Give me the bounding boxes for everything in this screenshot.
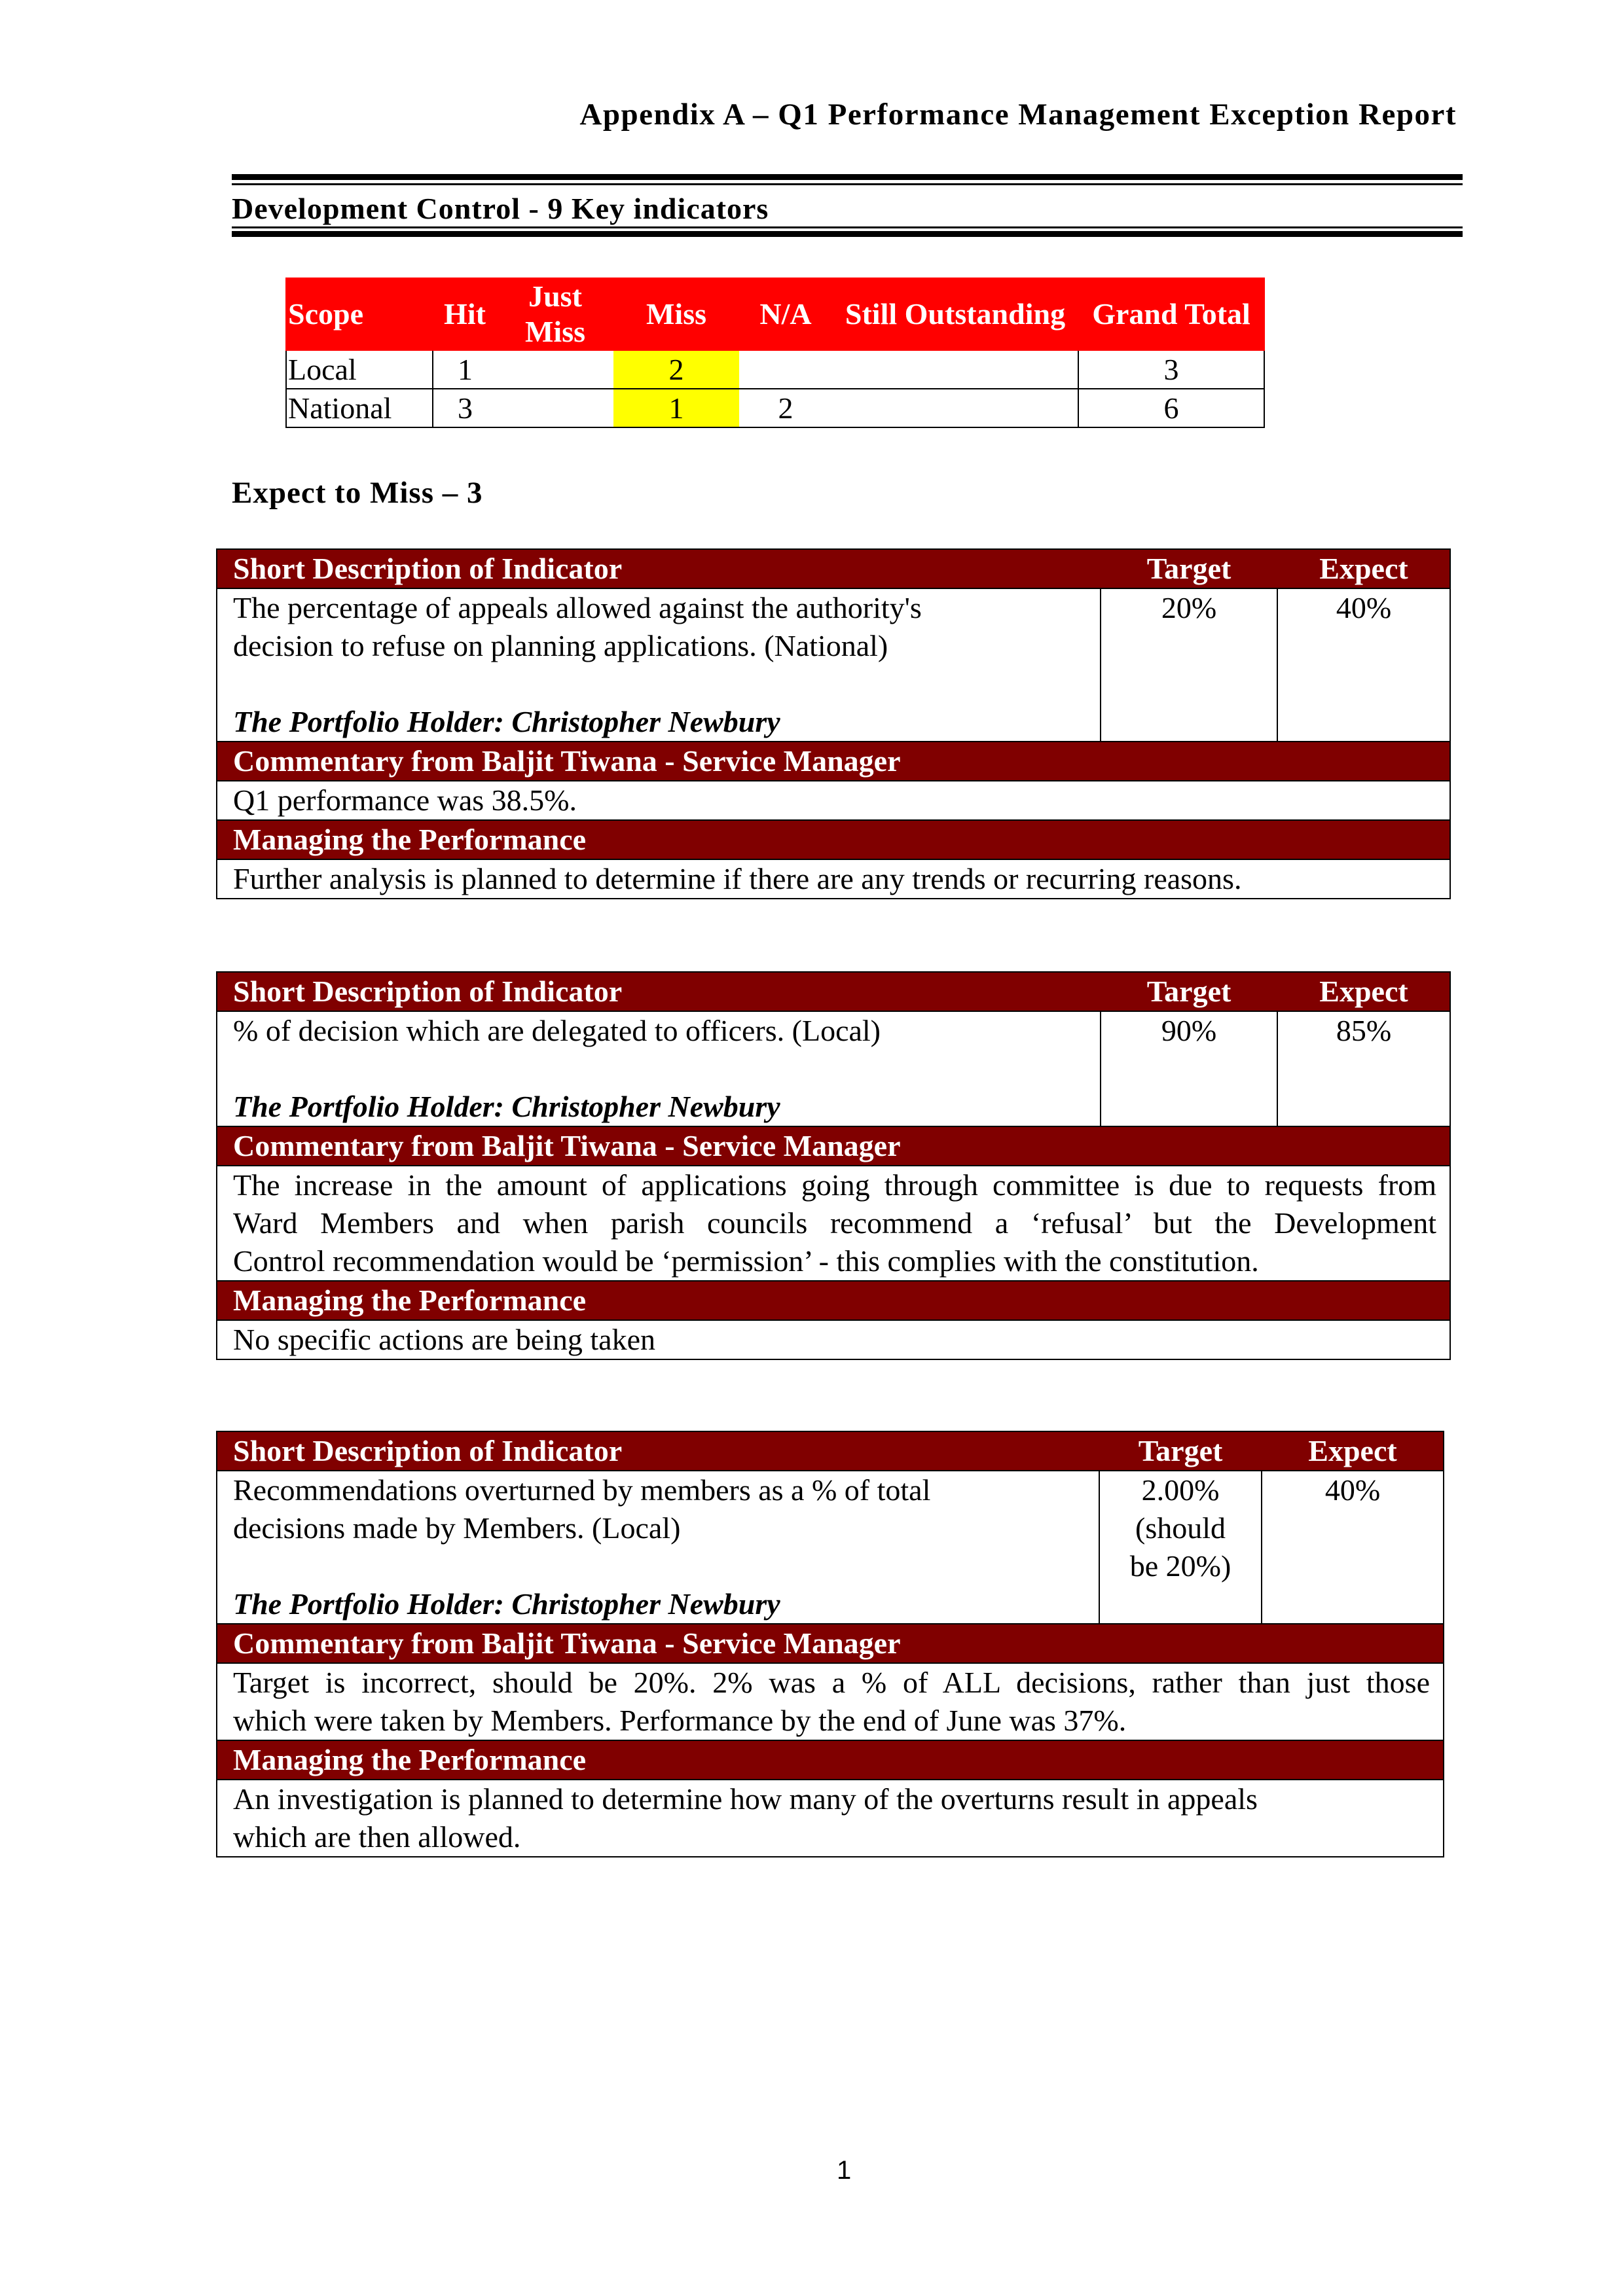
description-line: The percentage of appeals allowed against the authority's (233, 591, 922, 624)
expect-value: 85% (1277, 1012, 1450, 1126)
description-header: Short Description of Indicator (233, 552, 623, 585)
miss-cell: 2 (613, 350, 739, 389)
scope-cell: National (286, 389, 433, 427)
managing-text (217, 1321, 1450, 1359)
hit-cell: 3 (433, 389, 497, 427)
col-header: Scope (286, 278, 433, 350)
page-heading: Appendix A – Q1 Performance Management Exception Report (579, 98, 1457, 132)
description-line: Recommendations overturned by members as a % of total (233, 1473, 931, 1507)
summary-table (285, 278, 1265, 428)
description-header: Short Description of Indicator (233, 975, 623, 1008)
commentary-text (217, 781, 1450, 821)
expect-header: Expect (1261, 1432, 1443, 1470)
description-header: Short Description of Indicator (233, 1434, 623, 1467)
commentary-text (217, 1664, 1443, 1741)
commentary-line: Target is incorrect, should be 20%. 2% was a % of ALL decisions, rather than just those (233, 1666, 1430, 1699)
commentary-line: Ward Members and when parish councils recommend a ‘refusal’ but the Development (233, 1206, 1436, 1240)
commentary-line: The increase in the amount of applications going through committee is due to requests from (233, 1168, 1436, 1202)
target-line: 20% (1161, 591, 1217, 624)
indicator-table (216, 971, 1451, 1360)
target-value (1099, 1471, 1261, 1623)
portfolio-holder: The Portfolio Holder: Christopher Newbury (233, 1587, 780, 1621)
grand-total-cell: 6 (1078, 389, 1264, 427)
managing-text (217, 1780, 1443, 1856)
target-header: Target (1100, 973, 1277, 1011)
summary-header-row (286, 278, 1264, 350)
expect-header: Expect (1277, 973, 1450, 1011)
commentary-header: Commentary from Baljit Tiwana - Service Manager (217, 1127, 1450, 1166)
commentary-header: Commentary from Baljit Tiwana - Service Manager (217, 742, 1450, 781)
na-cell: 2 (739, 389, 832, 427)
commentary-line: which were taken by Members. Performance by the end of June was 37%. (233, 1704, 1127, 1737)
col-header: Hit (433, 278, 497, 350)
divider (232, 183, 1463, 185)
managing-line: which are then allowed. (233, 1820, 521, 1854)
indicator-body-row (217, 1012, 1450, 1127)
indicator-header-row (217, 1432, 1443, 1471)
indicator-header-row (217, 973, 1450, 1012)
indicator-body-row (217, 1471, 1443, 1624)
just-miss-cell (497, 389, 613, 427)
target-line: 2.00% (1141, 1473, 1220, 1507)
target-line: (should (1135, 1511, 1226, 1545)
indicator-table (216, 1431, 1444, 1857)
managing-text (217, 860, 1450, 898)
still-outstanding-cell (832, 389, 1078, 427)
description-line: decisions made by Members. (Local) (233, 1511, 681, 1545)
page-number: 1 (837, 2156, 852, 2185)
divider (232, 174, 1463, 180)
commentary-line: Q1 performance was 38.5%. (233, 783, 577, 817)
commentary-line: Control recommendation would be ‘permission’ - this complies with the constitution. (233, 1244, 1259, 1278)
divider (232, 231, 1463, 237)
target-value (1100, 1012, 1277, 1126)
commentary-header: Commentary from Baljit Tiwana - Service Manager (217, 1624, 1443, 1664)
scope-cell: Local (286, 350, 433, 389)
col-header: N/A (739, 278, 832, 350)
target-header: Target (1100, 550, 1277, 588)
col-header: Still Outstanding (832, 278, 1078, 350)
managing-line: An investigation is planned to determine how many of the overturns result in appeals (233, 1782, 1258, 1816)
description-line: decision to refuse on planning applications. (National) (233, 629, 888, 662)
miss-cell: 1 (613, 389, 739, 427)
still-outstanding-cell (832, 350, 1078, 389)
target-header: Target (1099, 1432, 1261, 1470)
indicator-header-row (217, 550, 1450, 589)
col-header: Grand Total (1078, 278, 1264, 350)
portfolio-holder: The Portfolio Holder: Christopher Newbury (233, 705, 780, 738)
indicator-description (217, 1471, 1099, 1623)
col-header: Miss (613, 278, 739, 350)
col-header: Just Miss (497, 278, 613, 350)
indicator-description (217, 589, 1100, 741)
target-line: 90% (1161, 1014, 1217, 1047)
expect-to-miss-heading: Expect to Miss – 3 (232, 476, 483, 510)
grand-total-cell: 3 (1078, 350, 1264, 389)
section-title: Development Control - 9 Key indicators (232, 192, 769, 225)
table-row (286, 389, 1264, 427)
target-value (1100, 589, 1277, 741)
portfolio-holder: The Portfolio Holder: Christopher Newbury (233, 1090, 780, 1123)
expect-header: Expect (1277, 550, 1450, 588)
na-cell (739, 350, 832, 389)
managing-header: Managing the Performance (217, 821, 1450, 860)
table-row (286, 350, 1264, 389)
divider (232, 226, 1463, 228)
managing-header: Managing the Performance (217, 1741, 1443, 1780)
just-miss-cell (497, 350, 613, 389)
description-line: % of decision which are delegated to officers. (Local) (233, 1014, 881, 1047)
expect-value: 40% (1277, 589, 1450, 741)
indicator-body-row (217, 589, 1450, 742)
hit-cell: 1 (433, 350, 497, 389)
target-line: be 20%) (1129, 1549, 1231, 1583)
indicator-table (216, 548, 1451, 899)
managing-line: Further analysis is planned to determine if there are any trends or recurring reasons. (233, 862, 1242, 895)
managing-line: No specific actions are being taken (233, 1323, 656, 1356)
expect-value: 40% (1261, 1471, 1443, 1623)
indicator-description (217, 1012, 1100, 1126)
managing-header: Managing the Performance (217, 1282, 1450, 1321)
commentary-text (217, 1166, 1450, 1282)
